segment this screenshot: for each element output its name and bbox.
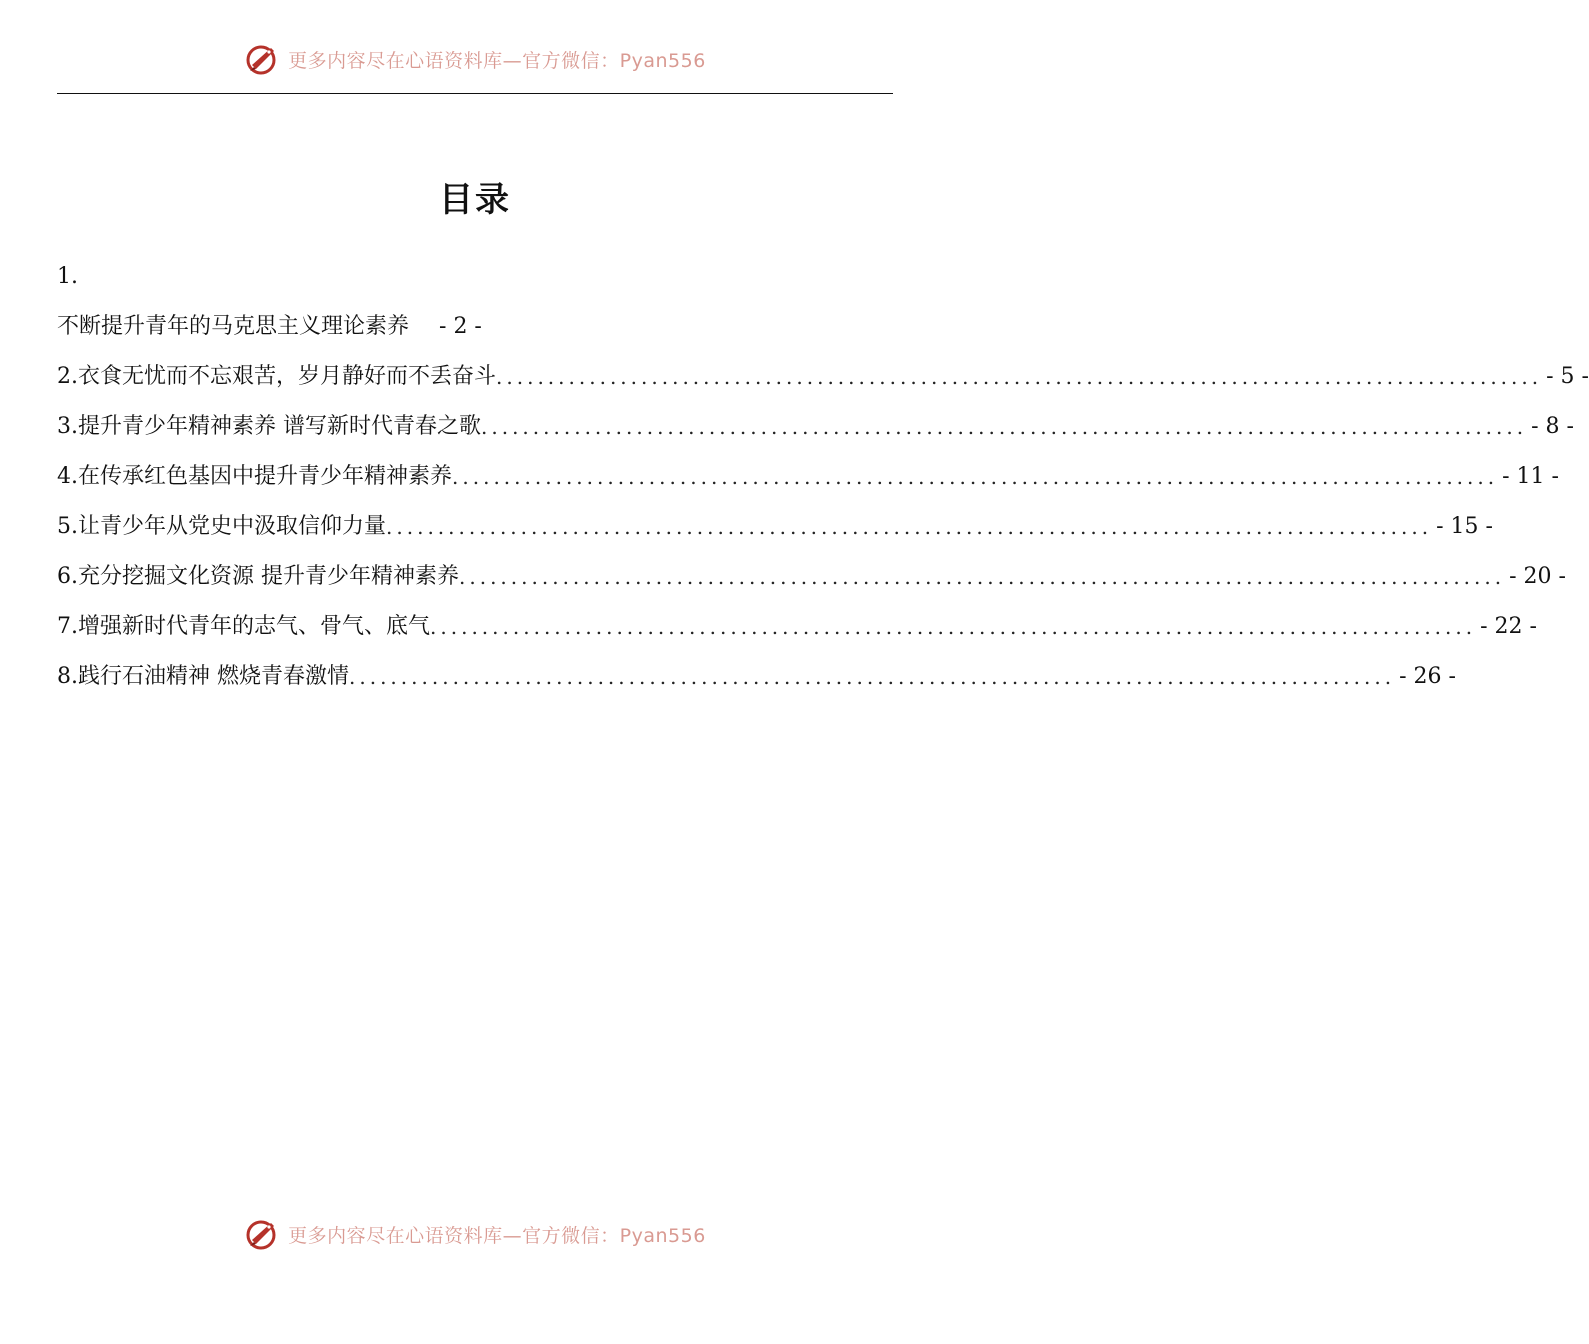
toc-entry-title: 提升青少年精神素养 谱写新时代青春之歌 — [78, 414, 481, 439]
toc-entry-number: 7. — [57, 614, 78, 639]
footer-banner-text: 更多内容尽在心语资料库—官方微信：Pyan556 — [288, 1224, 706, 1247]
toc-entry-number: 3. — [57, 414, 78, 439]
footer-banner — [0, 1211, 950, 1257]
toc-entry-page: - 11 - — [1502, 464, 1559, 489]
dot-leader: ..................................................................................................... — [430, 615, 1477, 639]
dot-leader: ..................................................................................................... — [459, 565, 1506, 589]
toc-entry-number: 8. — [57, 664, 78, 689]
toc-entry-5[interactable] — [57, 512, 1493, 542]
toc-entry-page: - 26 - — [1399, 664, 1456, 689]
toc-entry-page: - 8 - — [1531, 414, 1574, 439]
toc-entry-number: 5. — [57, 514, 78, 539]
toc-entry-7[interactable] — [57, 612, 1537, 642]
toc-entry-title: 在传承红色基因中提升青少年精神素养 — [78, 464, 453, 489]
page-title: 目录 — [439, 180, 511, 220]
toc-entry-title: 衣食无忧而不忘艰苦，岁月静好而不丢奋斗 — [78, 364, 497, 389]
toc-entry-page: - 20 - — [1509, 564, 1566, 589]
toc-entry-4[interactable] — [57, 462, 1559, 492]
pen-nib-logo-icon — [244, 1216, 280, 1252]
dot-leader: ..................................................................................................... — [452, 465, 1499, 489]
toc-entry-title: 增强新时代青年的志气、骨气、底气 — [78, 614, 431, 639]
table-of-contents — [57, 262, 1589, 712]
dot-leader: ..................................................................................................... — [496, 365, 1543, 389]
toc-entry-8[interactable] — [57, 662, 1456, 692]
toc-entry-1[interactable] — [57, 312, 895, 342]
toc-entry-title: 充分挖掘文化资源 提升青少年精神素养 — [78, 564, 459, 589]
toc-entry-number: 4. — [57, 464, 78, 489]
toc-entry-3[interactable] — [57, 412, 1574, 442]
toc-entry-page: - 5 - — [1546, 364, 1589, 389]
toc-entry-title: 不断提升青年的马克思主义理论素养 — [57, 314, 410, 339]
toc-entry-page: - 2 - — [439, 314, 482, 339]
toc-entry-number: 1. — [57, 264, 78, 289]
dot-leader: ..................................................................................................... — [481, 415, 1528, 439]
toc-entry-6[interactable] — [57, 562, 1566, 592]
header-banner-text: 更多内容尽在心语资料库—官方微信：Pyan556 — [288, 49, 706, 72]
toc-entry-number: 6. — [57, 564, 78, 589]
toc-entry-title: 践行石油精神 燃烧青春激情 — [78, 664, 349, 689]
toc-entry-2[interactable] — [57, 362, 1589, 392]
header-banner — [0, 36, 950, 82]
pen-nib-logo-icon — [244, 41, 280, 77]
toc-entry-number: 2. — [57, 364, 78, 389]
toc-entry-1-number[interactable] — [57, 262, 895, 292]
toc-entry-page: - 22 - — [1480, 614, 1537, 639]
toc-entry-page: - 15 - — [1436, 514, 1493, 539]
dot-leader: ..................................................................................................... — [349, 665, 1396, 689]
toc-entry-title: 让青少年从党史中汲取信仰力量 — [78, 514, 387, 539]
dot-leader: ..................................................................................................... — [386, 515, 1433, 539]
header-rule — [57, 93, 893, 94]
